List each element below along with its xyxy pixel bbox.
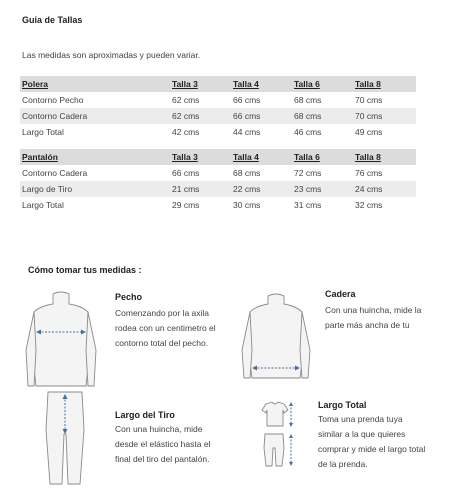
header-cell: Talla 6 bbox=[294, 152, 320, 162]
total-line: comprar y mide el largo total bbox=[318, 444, 426, 454]
table-cell: 31 cms bbox=[294, 200, 322, 210]
table-cell: 68 cms bbox=[294, 111, 322, 121]
page-title: Guia de Tallas bbox=[22, 15, 83, 25]
cadera-line: parte más ancha de tu bbox=[325, 320, 410, 330]
table-row bbox=[20, 108, 416, 124]
table-cell: 44 cms bbox=[233, 127, 261, 137]
cadera-title: Cadera bbox=[325, 289, 356, 299]
table-row bbox=[20, 181, 416, 197]
table-cell: 62 cms bbox=[172, 111, 200, 121]
table-cell: 70 cms bbox=[355, 95, 383, 105]
table-cell: 22 cms bbox=[233, 184, 261, 194]
table-cell: 66 cms bbox=[172, 168, 200, 178]
header-cell: Polera bbox=[22, 79, 48, 89]
total-line: de la prenda. bbox=[318, 459, 368, 469]
torso-chest-icon bbox=[20, 290, 102, 388]
polera-size-table bbox=[20, 76, 416, 140]
table-cell: 68 cms bbox=[294, 95, 322, 105]
table-cell: 49 cms bbox=[355, 127, 383, 137]
pecho-text bbox=[115, 306, 225, 351]
pecho-title: Pecho bbox=[115, 292, 143, 302]
total-line: similar a la que quieres bbox=[318, 429, 406, 439]
garment-icon bbox=[258, 400, 298, 470]
table-cell: 46 cms bbox=[294, 127, 322, 137]
header-cell: Talla 3 bbox=[172, 79, 198, 89]
table-cell: 72 cms bbox=[294, 168, 322, 178]
pecho-line: contorno total del pecho. bbox=[115, 338, 209, 348]
cadera-line: Con una huincha, mide la bbox=[325, 305, 422, 315]
pecho-block bbox=[115, 292, 225, 351]
header-cell: Talla 4 bbox=[233, 152, 259, 162]
total-line: Toma una prenda tuya bbox=[318, 414, 403, 424]
pecho-line: Comenzando por la axila bbox=[115, 308, 210, 318]
table-cell: 42 cms bbox=[172, 127, 200, 137]
pecho-line: rodea con un centimetro el bbox=[115, 323, 216, 333]
header-cell: Pantalón bbox=[22, 152, 58, 162]
table-cell: 62 cms bbox=[172, 95, 200, 105]
table-row bbox=[20, 124, 416, 140]
table-row bbox=[20, 92, 416, 108]
tiro-title: Largo del Tiro bbox=[115, 410, 175, 420]
table-row bbox=[20, 197, 416, 213]
table-header-row bbox=[20, 76, 416, 92]
header-cell: Talla 3 bbox=[172, 152, 198, 162]
table-cell: 23 cms bbox=[294, 184, 322, 194]
howto-title: Cómo tomar tus medidas : bbox=[28, 265, 142, 275]
table-row bbox=[20, 165, 416, 181]
pantalon-size-table bbox=[20, 149, 416, 213]
tiro-block bbox=[115, 410, 235, 467]
table-cell: 29 cms bbox=[172, 200, 200, 210]
table-header-row bbox=[20, 149, 416, 165]
header-cell: Talla 4 bbox=[233, 79, 259, 89]
table-cell: 32 cms bbox=[355, 200, 383, 210]
row-label: Largo Total bbox=[22, 200, 64, 210]
header-cell: Talla 8 bbox=[355, 152, 381, 162]
tiro-line: final del tiro del pantalón. bbox=[115, 454, 210, 464]
table-cell: 21 cms bbox=[172, 184, 200, 194]
header-cell: Talla 6 bbox=[294, 79, 320, 89]
row-label: Largo Total bbox=[22, 127, 64, 137]
header-cell: Talla 8 bbox=[355, 79, 381, 89]
torso-hip-icon bbox=[236, 292, 316, 382]
tiro-line: Con una huincha, mide bbox=[115, 424, 203, 434]
row-label: Contorno Pecho bbox=[22, 95, 84, 105]
table-cell: 66 cms bbox=[233, 111, 261, 121]
tiro-text bbox=[115, 422, 235, 467]
row-label: Largo de Tiro bbox=[22, 184, 73, 194]
tiro-line: desde el elástico hasta el bbox=[115, 439, 211, 449]
table-cell: 70 cms bbox=[355, 111, 383, 121]
row-label: Contorno Cadera bbox=[22, 168, 88, 178]
table-cell: 66 cms bbox=[233, 95, 261, 105]
cadera-block bbox=[325, 289, 440, 333]
table-cell: 30 cms bbox=[233, 200, 261, 210]
page-note: Las medidas son aproximadas y pueden variar. bbox=[22, 50, 201, 60]
row-label: Contorno Cadera bbox=[22, 111, 88, 121]
cadera-text bbox=[325, 303, 440, 333]
total-title: Largo Total bbox=[318, 400, 367, 410]
table-cell: 24 cms bbox=[355, 184, 383, 194]
total-block bbox=[318, 400, 443, 472]
table-cell: 76 cms bbox=[355, 168, 383, 178]
legs-icon bbox=[40, 390, 90, 486]
total-text bbox=[318, 412, 443, 472]
table-cell: 68 cms bbox=[233, 168, 261, 178]
